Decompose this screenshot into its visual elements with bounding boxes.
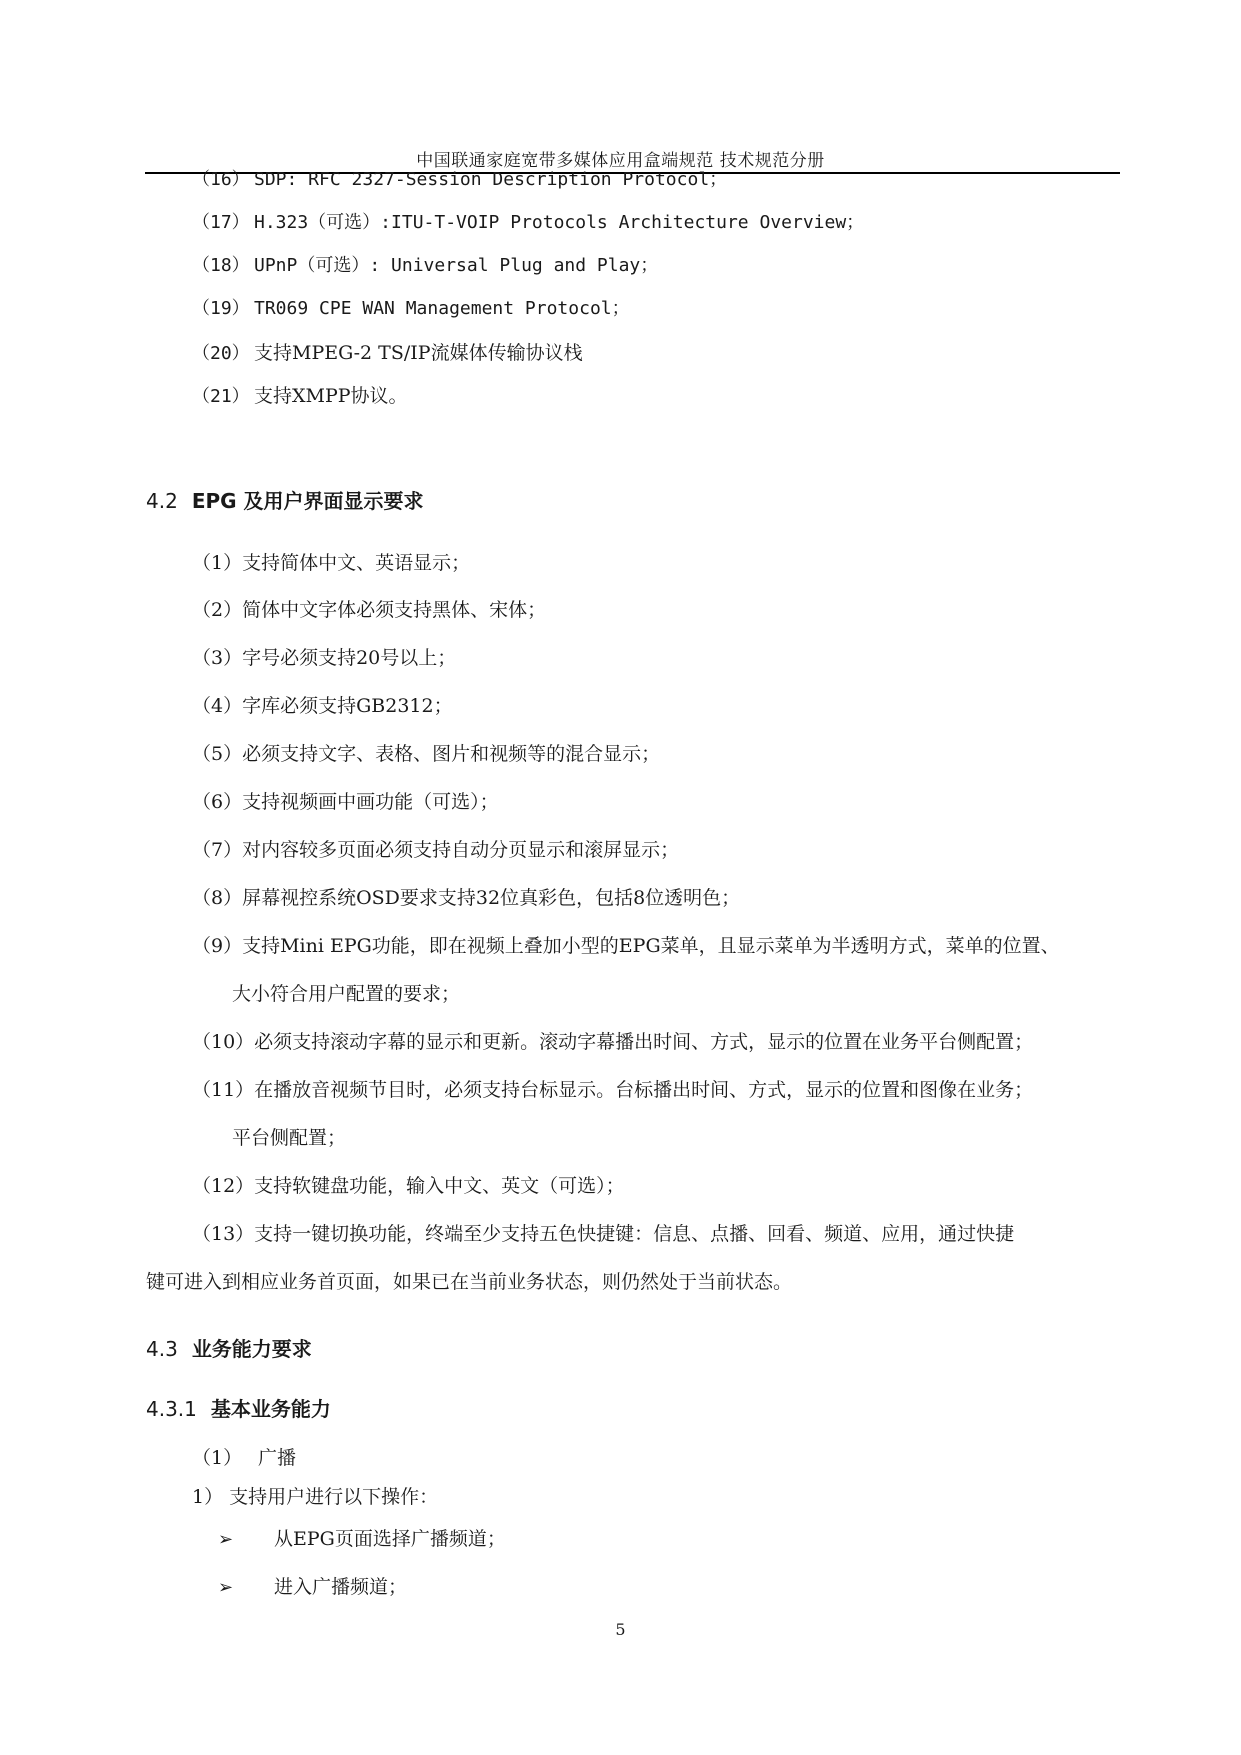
epg-item-1: （1）支持简体中文、英语显示；: [192, 552, 471, 574]
item-number: （21）: [192, 386, 250, 407]
protocol-item-20: [192, 340, 583, 367]
protocol-item-18: [192, 253, 658, 279]
epg-item-3: （3）字号必须支持20号以上；: [192, 647, 457, 669]
epg-item-9: （9）支持Mini EPG功能，即在视频上叠加小型的EPG菜单，且显示菜单为半透明方式，菜单的位置、: [192, 935, 1060, 957]
item-text: SDP: RFC 2327-Session Description Protocol；: [254, 169, 728, 190]
protocol-item-17: [192, 210, 864, 236]
item-number: （17）: [192, 212, 250, 233]
section-number: 4.3: [146, 1337, 178, 1361]
item-text: 广播: [258, 1447, 297, 1469]
item-text: UPnP（可选）: Universal Plug and Play；: [254, 255, 659, 276]
epg-item-11: （11）在播放音视频节目时，必须支持台标显示。台标播出时间、方式，显示的位置和图像在业务；: [192, 1079, 1034, 1101]
subsection-number: 4.3.1: [146, 1397, 197, 1421]
epg-item-9-continued: 大小符合用户配置的要求；: [232, 983, 461, 1005]
item-number: （16）: [192, 169, 250, 190]
epg-item-8: （8）屏幕视控系统OSD要求支持32位真彩色，包括8位透明色；: [192, 887, 741, 909]
page-number: 5: [615, 1620, 626, 1639]
epg-item-13-continued: 键可进入到相应业务首页面，如果已在当前业务状态，则仍然处于当前状态。: [146, 1271, 793, 1293]
epg-item-13: （13）支持一键切换功能，终端至少支持五色快捷键：信息、点播、回看、频道、应用，通过快捷: [192, 1223, 1015, 1245]
item-text: 支持XMPP协议。: [254, 385, 408, 407]
section-number: 4.2: [146, 489, 178, 513]
item-text: 支持MPEG-2 TS/IP流媒体传输协议栈: [254, 342, 583, 364]
bullet-text: 从EPG页面选择广播频道；: [274, 1528, 506, 1550]
epg-item-2: （2）简体中文字体必须支持黑体、宋体；: [192, 599, 547, 621]
item-text: H.323（可选）:ITU-T-VOIP Protocols Architecture Overview；: [254, 212, 865, 233]
protocol-item-19: [192, 296, 630, 322]
item-number: （1）: [192, 1447, 243, 1469]
epg-item-5: （5）必须支持文字、表格、图片和视频等的混合显示；: [192, 743, 661, 765]
operation-step: 1） 支持用户进行以下操作：: [192, 1486, 439, 1508]
epg-item-7: （7）对内容较多页面必须支持自动分页显示和滚屏显示；: [192, 839, 680, 861]
arrow-bullet-icon: ➢: [218, 1577, 234, 1598]
header-title: 中国联通家庭宽带多媒体应用盒端规范 技术规范分册: [416, 151, 825, 171]
bullet-item: [218, 1526, 506, 1553]
arrow-bullet-icon: ➢: [218, 1529, 234, 1550]
epg-item-10: （10）必须支持滚动字幕的显示和更新。滚动字幕播出时间、方式，显示的位置在业务平台侧配置；: [192, 1031, 1034, 1053]
bullet-item: [218, 1574, 407, 1601]
protocol-item-16: [192, 167, 727, 193]
subsection-heading-4-3-1: [146, 1396, 331, 1422]
epg-item-11-continued: 平台侧配置；: [232, 1127, 347, 1149]
epg-item-6: （6）支持视频画中画功能（可选）；: [192, 791, 499, 813]
bullet-text: 进入广播频道；: [274, 1576, 408, 1598]
protocol-item-21: [192, 383, 408, 410]
item-number: （20）: [192, 343, 250, 364]
item-text: TR069 CPE WAN Management Protocol；: [254, 298, 630, 319]
epg-item-4: （4）字库必须支持GB2312；: [192, 695, 453, 717]
section-heading-4-3: [146, 1336, 312, 1362]
section-heading-4-2: [146, 488, 424, 514]
epg-item-12: （12）支持软键盘功能，输入中文、英文（可选）；: [192, 1175, 625, 1197]
section-title: 业务能力要求: [191, 1337, 312, 1361]
item-number: （19）: [192, 298, 250, 319]
section-title: EPG 及用户界面显示要求: [191, 489, 424, 513]
broadcast-item: [192, 1445, 296, 1471]
subsection-title: 基本业务能力: [210, 1397, 331, 1421]
item-number: （18）: [192, 255, 250, 276]
